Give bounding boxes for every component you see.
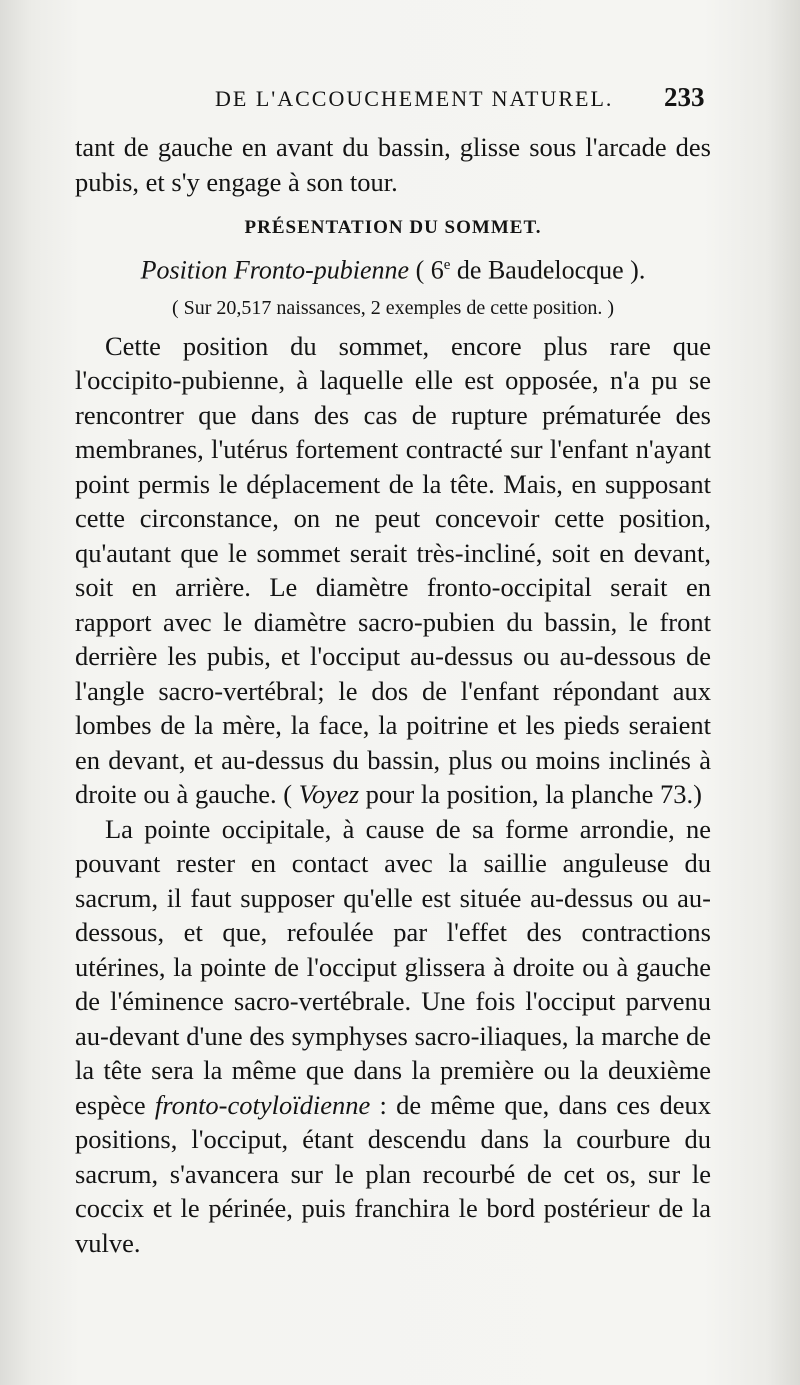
page-number: 233	[664, 82, 705, 112]
paragraph-2	[75, 329, 711, 812]
page-body	[75, 130, 711, 1260]
opening-paragraph: tant de gauche en avant du bassin, glisse sous l'arcade des pubis, et s'y engage à son tour.	[75, 132, 711, 197]
running-head: DE L'ACCOUCHEMENT NATUREL.	[215, 86, 614, 111]
paragraph-2-end: pour la position, la planche 73.)	[359, 779, 702, 810]
subheading-superscript: e	[443, 257, 451, 273]
paragraph-3-italic: fronto-cotyloïdienne	[154, 1089, 371, 1120]
paragraph-3-end: : de même que, dans ces deux positions, l'occiput, étant descendu dans la courbure du sacrum, s'avancera sur le plan recourbé de cet os, sur le coccix et le périnée, puis franchira le bord postérieur de la vulve.	[75, 1089, 711, 1258]
paragraph-3-text: La pointe occipitale, à cause de sa forme arrondie, ne pouvant rester en contact avec la saillie anguleuse du sacrum, il faut supposer qu'elle est située au-dessus ou au-dessous, et que, refoulée par l'effet des contractions utérines, la pointe de l'occiput glissera à droite ou à gauche de l'éminence sacro-vertébrale. Une fois l'occiput parvenu au-devant d'une des symphyses sacro-iliaques, la marche de la tête sera la même que dans la première ou la deuxième espèce	[75, 813, 711, 1120]
paragraph-2-italic: Voyez	[298, 779, 360, 810]
paragraph-2-text: Cette position du sommet, encore plus rare que l'occipito-pubienne, à laquelle elle est opposée, n'a pu se rencontrer que dans des cas de rupture prématurée des membranes, l'utérus fortement contracté sur l'enfant n'ayant point permis le déplacement de la tête. Mais, en supposant cette circonstance, on ne peut concevoir cette position, qu'autant que le sommet serait très-incliné, soit en devant, soit en arrière. Le diamètre fronto-occipital serait en rapport avec le diamètre sacro-pubien du bassin, le front derrière les pubis, et l'occiput au-dessus ou au-dessous de l'angle sacro-vertébral; le dos de l'enfant répondant aux lombes de la mère, la face, la poitrine et les pieds seraient en devant, et au-dessus du bassin, plus ou moins inclinés à droite ou à gauche. (	[75, 330, 711, 810]
subheading-pre: ( 6	[415, 255, 444, 285]
section-heading: PRÉSENTATION DU SOMMET.	[244, 217, 542, 238]
subheading-post: de Baudelocque ).	[450, 255, 646, 285]
paragraph-3	[75, 812, 711, 1261]
position-subheading	[75, 247, 711, 289]
subheading-italic: Position Fronto-pubienne	[140, 255, 410, 285]
statistics-note: ( Sur 20,517 naissances, 2 exemples de cette position. )	[171, 296, 615, 319]
